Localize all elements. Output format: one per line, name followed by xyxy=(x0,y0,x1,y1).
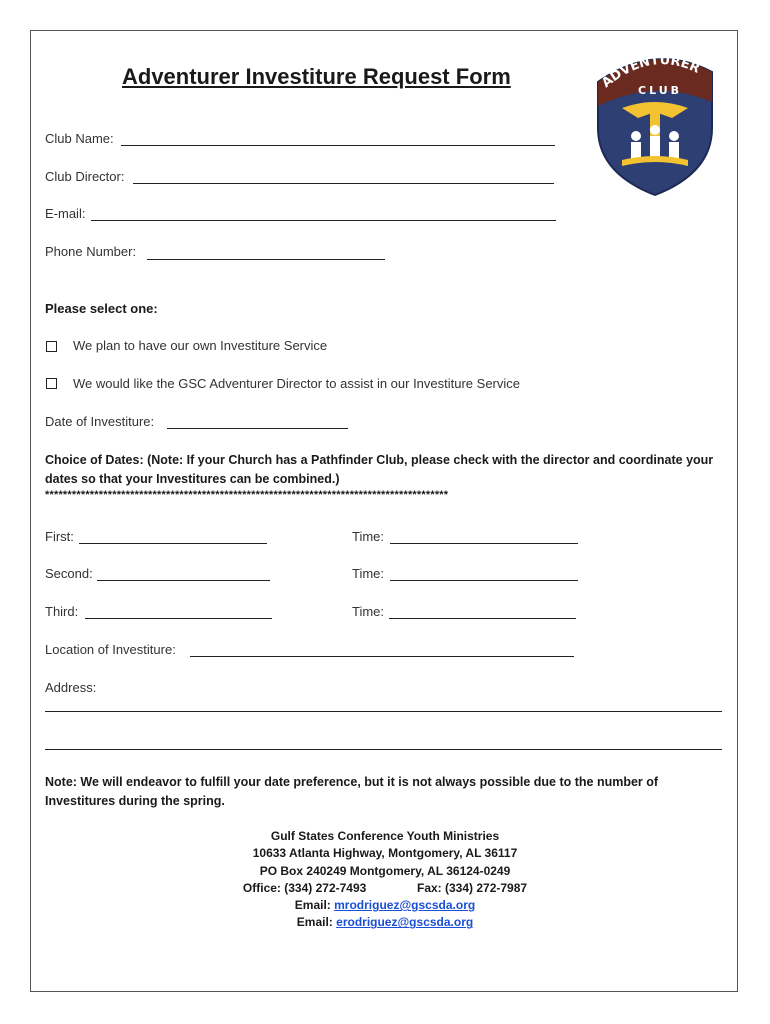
date-of-investiture-line[interactable] xyxy=(167,428,348,429)
date-of-investiture-label: Date of Investiture: xyxy=(45,414,155,429)
location-line[interactable] xyxy=(190,656,574,657)
form-title: Adventurer Investiture Request Form xyxy=(122,64,511,89)
footer-address-1: 10633 Atlanta Highway, Montgomery, AL 36117 xyxy=(252,846,518,861)
footer-fax: Fax: (334) 272-7987 xyxy=(417,880,528,895)
footer-email-row-2 xyxy=(200,914,570,931)
address-label: Address: xyxy=(45,680,97,695)
third-time-label: Time: xyxy=(352,604,385,619)
email-label: E-mail: xyxy=(45,206,86,221)
first-time-line[interactable] xyxy=(390,543,578,544)
phone-label: Phone Number: xyxy=(45,244,137,259)
footer-email-row-1 xyxy=(200,897,570,914)
club-name-line[interactable] xyxy=(121,145,555,146)
club-director-label: Club Director: xyxy=(45,169,125,184)
email-link-erodriguez[interactable]: erodriguez@gscsda.org xyxy=(336,915,474,930)
adventurer-club-logo xyxy=(592,48,718,198)
location-label: Location of Investiture: xyxy=(45,642,176,657)
star-divider: ****************************************************************************************** xyxy=(45,489,449,501)
club-name-label: Club Name: xyxy=(45,131,114,146)
email-line[interactable] xyxy=(91,220,556,221)
club-director-line[interactable] xyxy=(133,183,554,184)
first-date-label: First: xyxy=(45,529,74,544)
footer-email-label-2: Email: xyxy=(296,915,333,930)
second-date-line[interactable] xyxy=(97,580,270,581)
third-date-line[interactable] xyxy=(85,618,272,619)
choice-of-dates-note: Choice of Dates: (Note: If your Church has a Pathfinder Club, please check with the director and coordinate your dates so that your Investitures can be combined.) xyxy=(45,453,714,486)
option-assist-checkbox[interactable] xyxy=(46,378,57,389)
second-date-label: Second: xyxy=(45,566,93,581)
select-heading: Please select one: xyxy=(45,301,158,316)
footer-address-2: PO Box 240249 Montgomery, AL 36124-0249 xyxy=(259,863,511,878)
footer-phone-row xyxy=(200,880,570,897)
third-time-line[interactable] xyxy=(389,618,576,619)
address-line-1[interactable] xyxy=(45,711,722,712)
footer-email-label-1: Email: xyxy=(294,898,331,913)
phone-line[interactable] xyxy=(147,259,385,260)
footer-office: Office: (334) 272-7493 xyxy=(242,880,367,895)
option-own-checkbox[interactable] xyxy=(46,341,57,352)
logo-sub-text: CLUB xyxy=(638,84,683,97)
footer-org: Gulf States Conference Youth Ministries xyxy=(270,829,500,843)
second-time-line[interactable] xyxy=(390,580,578,581)
option-assist-label: We would like the GSC Adventurer Director to assist in our Investiture Service xyxy=(73,376,521,391)
first-time-label: Time: xyxy=(352,529,385,544)
logo-top-text: ADVENTURER xyxy=(599,53,703,91)
email-link-mrodriguez[interactable]: mrodriguez@gscsda.org xyxy=(334,898,476,913)
first-date-line[interactable] xyxy=(79,543,267,544)
footer-contact xyxy=(200,828,570,932)
option-own-label: We plan to have our own Investiture Service xyxy=(73,338,328,353)
address-line-2[interactable] xyxy=(45,749,722,750)
bottom-note: Note: We will endeavor to fulfill your date preference, but it is not always possible due to the number of Investitures during the spring. xyxy=(45,775,659,808)
second-time-label: Time: xyxy=(352,566,385,581)
third-date-label: Third: xyxy=(45,604,79,619)
